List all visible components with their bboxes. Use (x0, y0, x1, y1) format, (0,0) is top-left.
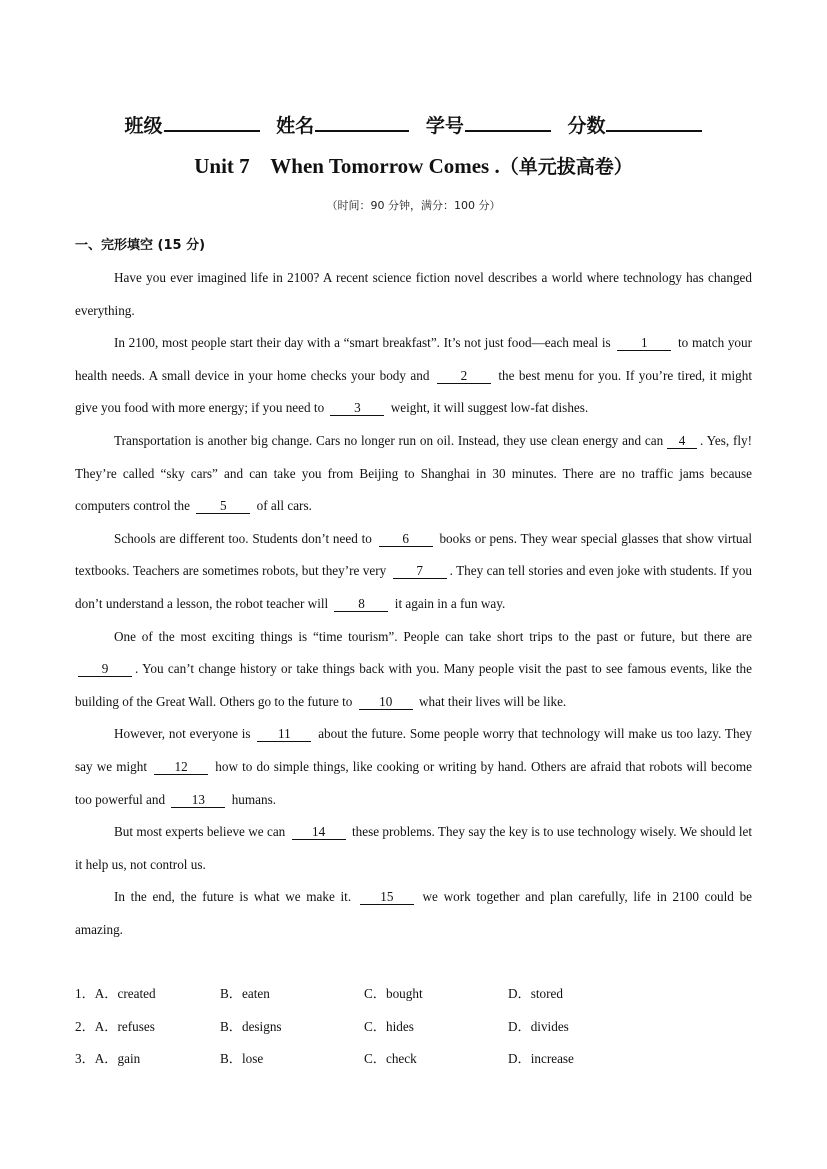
option-2d[interactable]: D．divides (508, 1018, 569, 1034)
blank-10[interactable]: 10 (359, 694, 413, 710)
paragraph-text: it again in a fun way. (394, 595, 506, 611)
question-1-options (75, 978, 752, 1011)
paragraph-text: these problems. They say the key is to use technology wisely. We should let it help us, not control us. (75, 824, 753, 872)
question-2-options (75, 1011, 752, 1044)
blank-7[interactable]: 7 (393, 563, 447, 579)
name-label: 姓名 (276, 115, 315, 137)
option-2a[interactable]: 2．A．refuses (75, 1018, 155, 1034)
blank-15[interactable]: 15 (360, 889, 414, 905)
paragraph-text: . Yes, fly! They’re called “sky cars” and can take you from Beijing to Shanghai in 30 minutes. There are no traffic jams because computers control the (75, 432, 752, 514)
paragraph-text: to match your health needs. A small device in your home checks your body and (75, 335, 753, 383)
paragraph-5 (75, 621, 752, 719)
blank-9[interactable]: 9 (78, 661, 132, 677)
paragraph-3 (75, 425, 752, 523)
paragraph-text: books or pens. They wear special glasses that show virtual textbooks. Teachers are sometimes robots, but they’re very (75, 530, 752, 579)
paragraph-text: the best menu for you. If you’re tired, it might give you food with more energy; if you need to (75, 367, 753, 416)
class-input-line[interactable] (164, 112, 260, 132)
class-field (125, 111, 260, 138)
option-1b[interactable]: B．eaten (220, 986, 270, 1001)
paragraph-7 (75, 816, 752, 881)
exam-time-score: （时间：90 分钟，满分：100 分） (326, 199, 501, 212)
paragraph-text: In 2100, most people start their day with a “smart breakfast”. It’s not just food—each meal is (114, 335, 611, 351)
option-3b[interactable]: B．lose (220, 1051, 264, 1067)
paragraph-4 (75, 523, 752, 621)
blank-5[interactable]: 5 (196, 498, 250, 514)
score-label: 分数 (567, 115, 606, 137)
paragraph-text: . They can tell stories and even joke with students. If you don’t understand a lesson, the robot teacher will (75, 563, 752, 611)
blank-11[interactable]: 11 (257, 726, 311, 742)
paragraph-text: . You can’t change history or take things back with you. Many people visit the past to see famous events, like the building of the Great Wall. Others go to the future to (75, 661, 752, 709)
paragraph-text: But most experts believe we can (114, 824, 286, 840)
paragraph-text: what their lives will be like. (419, 693, 567, 709)
class-label: 班级 (124, 115, 163, 137)
blank-4[interactable]: 4 (667, 433, 697, 449)
student-id-input-line[interactable] (465, 112, 551, 132)
question-3-options (75, 1043, 752, 1076)
blank-2[interactable]: 2 (437, 368, 491, 384)
score-field (567, 111, 702, 138)
section-heading-cloze: 一、完形填空 (15 分) (75, 238, 206, 253)
student-id-label: 学号 (425, 115, 464, 137)
option-2c[interactable]: C．hides (364, 1018, 414, 1034)
paragraph-text: about the future. Some people worry that technology will make us too lazy. They say we might (75, 726, 753, 774)
paragraph-text: humans. (231, 791, 277, 807)
option-1c[interactable]: C．bought (364, 986, 423, 1001)
option-3d[interactable]: D．increase (508, 1051, 574, 1067)
title-chinese: （单元拔高卷） (499, 156, 633, 178)
student-info-header (0, 111, 827, 138)
blank-6[interactable]: 6 (379, 531, 433, 547)
option-3a[interactable]: 3．A．gain (75, 1051, 141, 1067)
paragraph-text: However, not everyone is (114, 726, 251, 742)
paragraph-2 (75, 327, 752, 425)
page-title (0, 152, 827, 179)
option-3c[interactable]: C．check (364, 1051, 417, 1067)
paragraph-text: Have you ever imagined life in 2100? A recent science fiction novel describes a world where technology has changed everything. (75, 270, 752, 318)
paragraph-text: how to do simple things, like cooking or writing by hand. Others are afraid that robots will become too powerful and (75, 758, 753, 807)
blank-8[interactable]: 8 (334, 596, 388, 612)
score-input-line[interactable] (606, 112, 702, 132)
cloze-passage (75, 262, 752, 946)
option-1d[interactable]: D．stored (508, 986, 563, 1001)
title-english: Unit 7 When Tomorrow Comes . (194, 154, 500, 178)
paragraph-1 (75, 262, 752, 327)
answer-options (75, 978, 752, 1076)
paragraph-text: Transportation is another big change. Cars no longer run on oil. Instead, they use clean energy and can (114, 432, 664, 448)
paragraph-text: we work together and plan carefully, life in 2100 could be amazing. (75, 889, 753, 937)
paragraph-8 (75, 881, 752, 946)
blank-1[interactable]: 1 (617, 335, 671, 351)
paragraph-6 (75, 718, 752, 816)
option-2b[interactable]: B．designs (220, 1018, 282, 1034)
paragraph-text: weight, it will suggest low-fat dishes. (390, 400, 589, 416)
paragraph-text: In the end, the future is what we make it. (114, 889, 352, 905)
name-input-line[interactable] (315, 112, 409, 132)
student-id-field (426, 111, 551, 138)
name-field (276, 111, 409, 138)
blank-12[interactable]: 12 (154, 759, 208, 775)
paragraph-text: of all cars. (256, 498, 312, 514)
blank-14[interactable]: 14 (292, 824, 346, 840)
blank-13[interactable]: 13 (171, 792, 225, 808)
blank-3[interactable]: 3 (330, 400, 384, 416)
paragraph-text: Schools are different too. Students don’t need to (114, 530, 372, 546)
paragraph-text: One of the most exciting things is “time tourism”. People can take short trips to the past or future, but there are (114, 628, 752, 644)
option-1a[interactable]: 1．A．created (75, 986, 156, 1001)
